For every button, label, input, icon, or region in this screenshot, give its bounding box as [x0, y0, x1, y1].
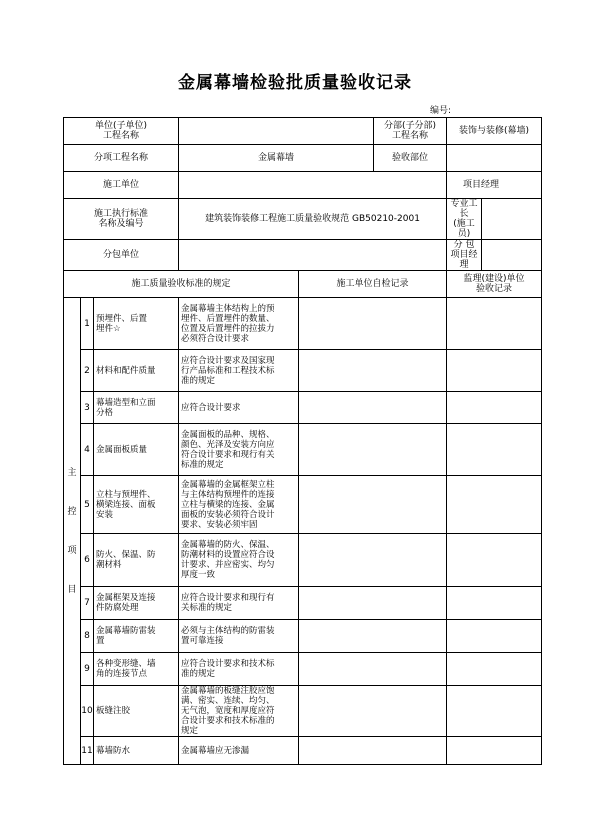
item-name [94, 686, 179, 737]
item-number [81, 534, 94, 587]
table-row [64, 298, 542, 350]
table-row [64, 653, 542, 686]
item-name [94, 587, 179, 620]
item-requirement-text: 金属幕墙的板缝注胶应饱 满、密实、连续、均匀、 无气泡，宽度和厚度应符 合设计要求和技术标准的 规定 [181, 686, 275, 736]
item-name-text: 预埋件、后置 埋件☆ [96, 313, 148, 334]
table-row [64, 587, 542, 620]
item-supervision [447, 686, 542, 737]
subpart-project-name-label: 分部(子分部) 工程名称 [374, 118, 447, 145]
page-title: 金属幕墙检验批质量验收记录 [178, 73, 412, 93]
main-control-items-label [64, 298, 81, 765]
item-name [94, 620, 179, 653]
item-supervision [447, 653, 542, 686]
item-number-text: 4 [84, 444, 90, 455]
item-requirement [179, 620, 299, 653]
table-row [64, 686, 542, 737]
item-number [81, 298, 94, 350]
item-number [81, 653, 94, 686]
table-row [64, 476, 542, 534]
item-requirement-text: 金属幕墙应无渗漏 [181, 745, 250, 756]
item-requirement-text: 金属幕墙主体结构上的预 埋件、后置埋件的数量、 位置及后置埋件的拉拔力 必须符合设计要求 [181, 303, 275, 344]
item-name [94, 653, 179, 686]
item-name [94, 424, 179, 476]
item-requirement [179, 686, 299, 737]
item-self-check [299, 298, 447, 350]
foreman-label: 专业工长 (施工员) [447, 199, 482, 240]
item-supervision [447, 298, 542, 350]
item-self-check [299, 737, 447, 765]
item-name-text: 板缝注胶 [96, 706, 131, 716]
item-number [81, 392, 94, 424]
item-name [94, 476, 179, 534]
item-number-text: 6 [84, 555, 90, 565]
item-name [94, 534, 179, 587]
item-name-text: 各种变形缝、墙 角的连接节点 [96, 659, 156, 679]
item-supervision [447, 587, 542, 620]
item-number [81, 737, 94, 765]
main-control-char: 项 [67, 545, 77, 556]
col-header-supervision: 监理(建设)单位 验收记录 [447, 271, 542, 298]
table-row [64, 534, 542, 587]
main-control-char: 目 [67, 584, 77, 595]
item-supervision [447, 620, 542, 653]
execution-standard-label: 施工执行标准 名称及编号 [64, 199, 179, 240]
item-number-text: 1 [84, 318, 90, 329]
item-supervision [447, 476, 542, 534]
item-supervision [447, 737, 542, 765]
item-name-text: 幕墙造型和立面 分格 [96, 397, 156, 418]
item-requirement [179, 424, 299, 476]
col-header-self-check: 施工单位自检记录 [299, 271, 447, 298]
item-name [94, 350, 179, 392]
item-number [81, 587, 94, 620]
item-number-text: 8 [84, 631, 90, 641]
item-number [81, 620, 94, 653]
item-project-name-value: 金属幕墙 [179, 145, 374, 172]
unit-project-name-value [179, 118, 374, 145]
item-supervision [447, 534, 542, 587]
table-row [64, 620, 542, 653]
foreman-value [482, 199, 542, 240]
subcontractor-value [179, 240, 447, 271]
item-name [94, 298, 179, 350]
item-self-check [299, 620, 447, 653]
item-self-check [299, 534, 447, 587]
item-self-check [299, 350, 447, 392]
item-requirement-text: 金属面板的品种、规格、 颜色、光泽及安装方向应 符合设计要求和现行有关 标准的规定 [181, 429, 275, 470]
item-requirement [179, 737, 299, 765]
item-requirement-text: 应符合设计要求 [181, 402, 241, 413]
item-requirement-text: 必须与主体结构的防雷装 置可靠连接 [181, 626, 275, 646]
inspection-record-table [63, 117, 542, 765]
item-project-name-label: 分项工程名称 [64, 145, 179, 172]
acceptance-part-label: 验收部位 [374, 145, 447, 172]
table-row [64, 392, 542, 424]
item-requirement [179, 392, 299, 424]
item-self-check [299, 587, 447, 620]
subcontractor-label: 分包单位 [64, 240, 179, 271]
item-name-text: 金属幕墙防雷装 置 [96, 626, 156, 646]
item-self-check [299, 653, 447, 686]
item-requirement-text: 应符合设计要求和现行有 关标准的规定 [181, 593, 275, 613]
item-requirement [179, 534, 299, 587]
table-row [64, 737, 542, 765]
item-self-check [299, 476, 447, 534]
item-self-check [299, 392, 447, 424]
item-name-text: 金属面板质量 [96, 444, 148, 455]
construction-unit-value [179, 172, 447, 199]
item-number [81, 476, 94, 534]
construction-unit-label: 施工单位 [64, 172, 179, 199]
item-name-text: 幕墙防水 [96, 745, 131, 756]
item-name-text: 立柱与预埋件、 横梁连接、面板 安装 [96, 489, 156, 520]
execution-standard-value: 建筑装饰装修工程施工质量验收规范 GB50210-2001 [179, 199, 447, 240]
col-header-standard: 施工质量验收标准的规定 [64, 271, 299, 298]
item-number-text: 7 [84, 598, 90, 608]
item-self-check [299, 686, 447, 737]
item-number-text: 5 [84, 499, 90, 510]
item-number [81, 350, 94, 392]
item-requirement [179, 476, 299, 534]
record-number-label: 编号: [430, 106, 452, 116]
table-row [64, 350, 542, 392]
item-supervision [447, 424, 542, 476]
item-supervision [447, 350, 542, 392]
item-requirement [179, 653, 299, 686]
subpart-project-name-value: 装饰与装修(幕墙) [447, 118, 542, 145]
item-name-text: 防火、保温、防 潮材料 [96, 550, 156, 570]
item-number-text: 9 [84, 664, 90, 674]
item-number [81, 424, 94, 476]
item-requirement [179, 587, 299, 620]
item-number [81, 686, 94, 737]
item-name-text: 材料和配件质量 [96, 365, 156, 376]
item-name [94, 392, 179, 424]
table-row [64, 424, 542, 476]
main-control-char: 主 [67, 467, 77, 478]
item-number-text: 2 [84, 365, 90, 376]
item-self-check [299, 424, 447, 476]
subcontract-manager-value [482, 240, 542, 271]
item-requirement-text: 金属幕墙的防火、保温、 防潮材料的设置应符合设 计要求、并应密实、均匀 厚度一致 [181, 540, 275, 580]
item-name [94, 737, 179, 765]
item-requirement-text: 金属幕墙的金属框架立柱 与主体结构预埋件的连接 立柱与横梁的连接、金属 面板的安装必须符合设计 要求、安装必须牢固 [181, 479, 275, 530]
project-manager-label: 项目经理 [447, 172, 542, 199]
item-number-text: 10 [81, 706, 93, 716]
item-name-text: 金属框架及连接 件防腐处理 [96, 593, 156, 613]
item-number-text: 3 [84, 402, 90, 413]
item-requirement-text: 应符合设计要求和技术标 准的规定 [181, 659, 275, 679]
item-requirement-text: 应符合设计要求及国家现 行产品标准和工程技术标 准的规定 [181, 355, 275, 386]
unit-project-name-label: 单位(子单位) 工程名称 [64, 118, 179, 145]
item-number-text: 11 [81, 745, 93, 756]
item-requirement [179, 350, 299, 392]
item-supervision [447, 392, 542, 424]
subcontract-manager-label: 分 包 项目经理 [447, 240, 482, 271]
acceptance-part-value [447, 145, 542, 172]
main-control-char: 控 [67, 506, 77, 517]
item-requirement [179, 298, 299, 350]
